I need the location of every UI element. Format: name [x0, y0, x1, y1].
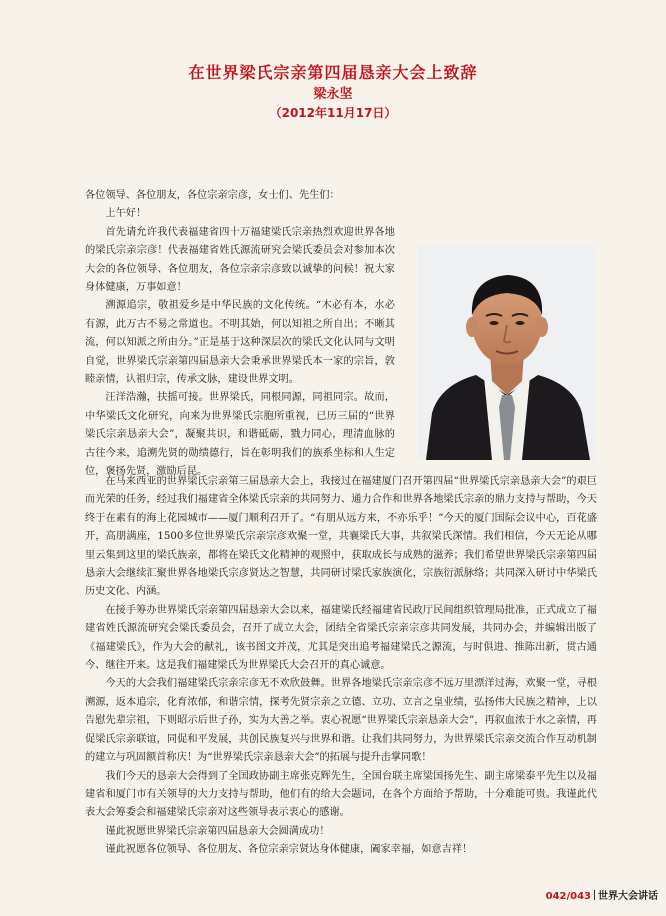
paragraph: 今天的大会我们福建梁氏宗亲宗彦无不欢欣鼓舞。世界各地梁氏宗亲宗彦不远万里漂洋过海，欢聚一堂，寻根溯源，返本追宗，化育浓郁，和谐宗情，探考先贤宗亲之立德、立功、立言之皇业绩，弘扬伟大民族之精神，上以告慰先辈宗祖，下则昭示后世子孙，实为大善之举。衷心祝愿“世界梁氏宗亲恳亲大会”，再叙血浓于水之亲情，再促梁氏宗亲联谊，同促和平发展，共创民族复兴与世界和谐。让我们共同努力，为世界梁氏宗亲交流合作互动机制的建立与巩固额首称庆！为“世界梁氏宗亲恳亲大会”的拓展与提升击掌同歌！ — [85, 678, 597, 764]
paragraph: 汪洋浩瀚，扶摇可接。世界梁氏，同根同源，同祖同宗。故而，中华梁氏文化研究，向来为世界梁氏宗胞所重视，已历三届的“世界梁氏宗亲恳亲大会”，凝聚共识，和谐砥砺，戮力同心，理清血脉的古往今来，追溯先贤的勋绩德行，旨在彰明我们的族系坐标和人生定位，褒扬先贤，激励后昆。 — [85, 392, 395, 478]
salutation: 各位领导、各位朋友，各位宗亲宗彦，女士们、先生们： — [85, 190, 340, 201]
closing-wish: 谨此祝愿世界梁氏宗亲第四届恳亲大会圆满成功！ — [105, 825, 330, 837]
page-number: 042/043 — [545, 891, 591, 902]
greeting: 上午好！ — [105, 208, 147, 220]
speech-body-left — [85, 187, 395, 482]
magazine-section: 世界大会讲话 — [598, 891, 658, 902]
closing-wish: 谨此祝愿各位领导、各位朋友、各位宗亲宗贤达身体健康，阖家幸福，如意吉祥！ — [105, 844, 473, 856]
paragraph: 溯源追宗，敬祖爱乡是中华民族的文化传统。“木必有本，水必有源，此万古不易之常道也。不明其始，何以知祖之所自出；不晰其流，何以知派之所由分。”正是基于这种深层次的梁氏文化认同与文明自觉，世界梁氏宗亲第四届恳亲大会秉承世界梁氏本一家的宗旨，敦睦亲情，认祖归宗，传承文脉，建设世界文明。 — [85, 300, 395, 386]
speaker-portrait-image — [418, 245, 596, 460]
paragraph: 在马来西亚的世界梁氏宗亲第三届恳亲大会上，我接过在福建厦门召开第四届“世界梁氏宗亲恳亲大会”的艰巨而光荣的任务，经过我们福建省全体梁氏宗亲的共同努力、通力合作和世界各地梁氏宗亲的鼎力支持与帮助，今天终于在素有的海上花园城市——厦门顺利召开了。“有朋从远方来，不亦乐乎！”今天的厦门国际会议中心，百花盛开，高朋满座，1500多位世界梁氏宗亲宗彦欢聚一堂，共襄梁氏大事，共叙梁氏深情。我们相信，今天无论从哪里云集到这里的梁氏族亲，都将在梁氏文化精神的观照中，获取成长与成熟的滋养；我们希望世界梁氏宗亲第四届恳亲大会继续汇聚世界各地梁氏宗彦贤达之智慧，共同研讨梁氏家族演化，宗族衍派脉络；共同深入研讨中华梁氏历史文化、内涵。 — [85, 476, 597, 598]
speaker-portrait — [418, 245, 596, 460]
article-header — [0, 62, 666, 122]
paragraph: 我们今天的恳亲大会得到了全国政协副主席张克辉先生，全国台联主席梁国扬先生、副主席梁泰平先生以及福建省和厦门市有关领导的大力支持与帮助，他们有的给大会题词，在各个方面给予帮助，十分难能可贵。我谨此代表大会筹委会和福建梁氏宗亲对这些领导表示衷心的感谢。 — [85, 770, 597, 819]
article-author: 梁永坚 — [313, 87, 353, 102]
page-footer — [546, 887, 658, 902]
paragraph: 首先请允许我代表福建省四十万福建梁氏宗亲热烈欢迎世界各地的梁氏宗亲宗彦！代表福建省姓氏源流研究会梁氏委员会对参加本次大会的各位领导、各位朋友，各位宗亲宗彦致以诚挚的问候！祝大家身体健康，万事如意！ — [85, 226, 395, 294]
paragraph: 在接手筹办世界梁氏宗亲第四届恳亲大会以来，福建梁氏经福建省民政厅民间组织管理局批准，正式成立了福建省姓氏源流研究会梁氏委员会，召开了成立大会，团结全省梁氏宗亲宗彦共同发展，共同办会，并编辑出版了《福建梁氏》，作为大会的献礼，该书图文并茂，尤其是突出追考福建梁氏之源流，与时俱进、推陈出新，贯古通今、继往开来。这是我们福建梁氏为世界梁氏大会召开的真心诚意。 — [85, 604, 597, 672]
speech-body-full — [85, 473, 597, 860]
article-date: （2012年11月17日） — [269, 106, 397, 120]
article-title: 在世界梁氏宗亲第四届恳亲大会上致辞 — [188, 63, 478, 82]
footer-divider — [594, 890, 595, 900]
